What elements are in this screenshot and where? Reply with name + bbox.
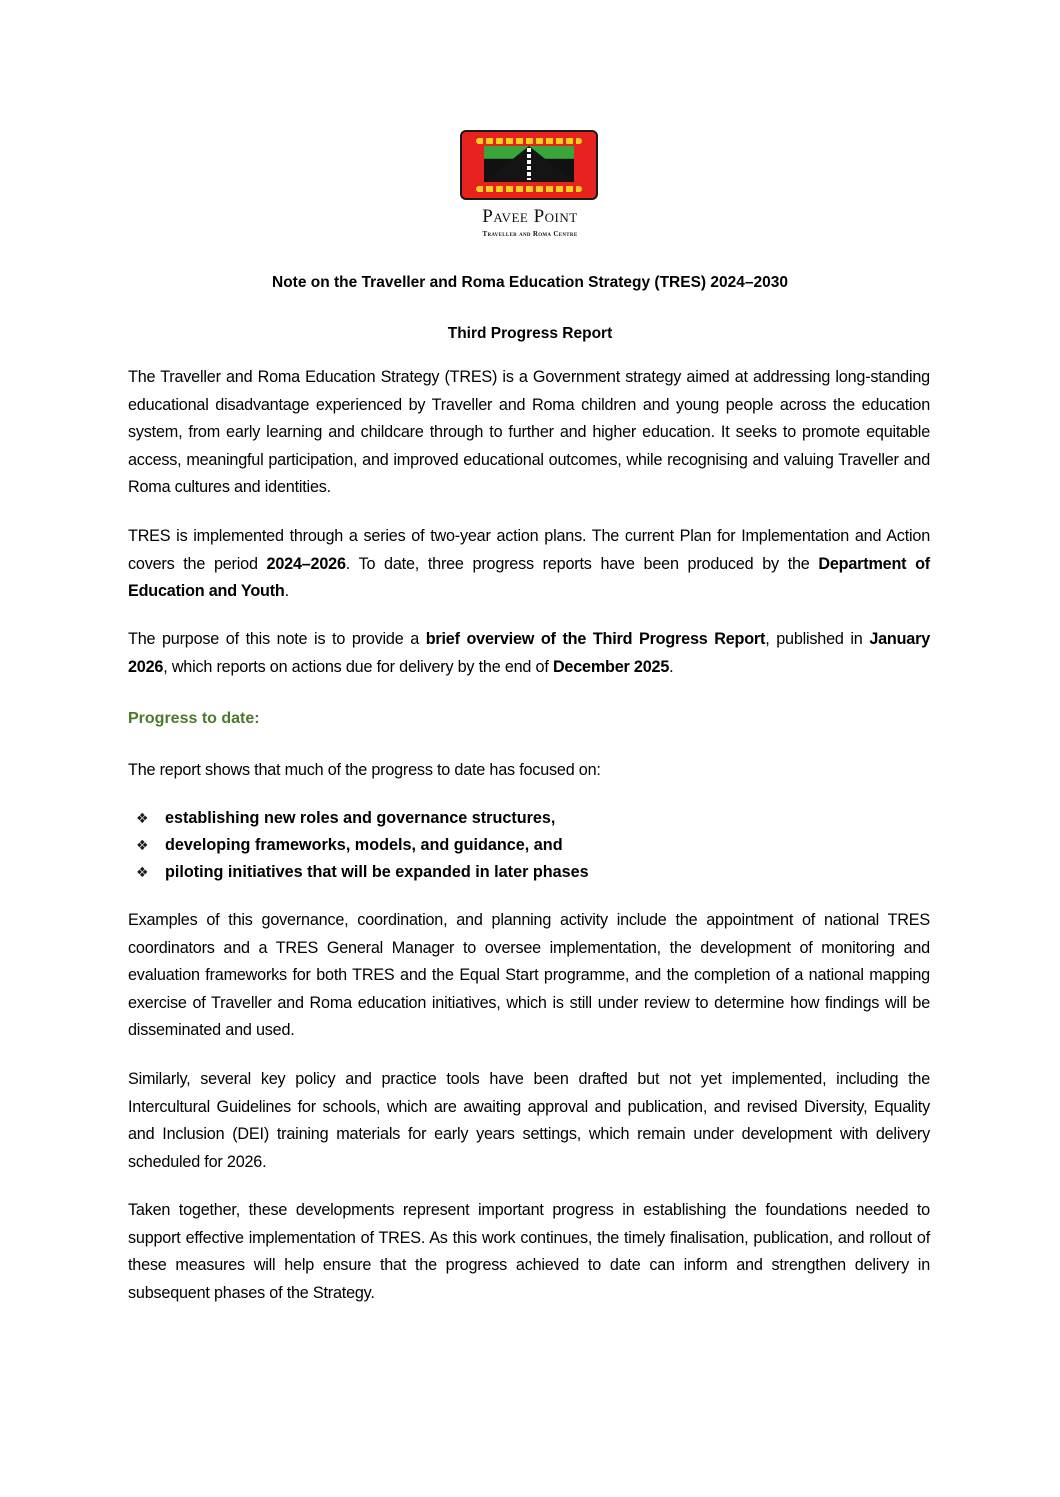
published-date: January 2026 [128, 630, 930, 676]
logo-subtitle: Traveller and Roma Centre [482, 230, 578, 238]
text-run: . [669, 657, 674, 676]
list-item [128, 859, 928, 886]
logo-scroll-decoration [476, 138, 582, 144]
text-run: , published in [765, 630, 870, 648]
list-item [128, 805, 928, 832]
list-item [128, 832, 928, 859]
purpose-paragraph [128, 626, 930, 681]
list-item-text: establishing new roles and governance structures, [165, 809, 556, 827]
text-run: The purpose of this note is to provide a [128, 630, 426, 648]
diamond-bullet-icon: ❖ [136, 837, 149, 853]
text-run: . To date, three progress reports have been produced by the [345, 554, 819, 573]
document-subtitle: Third Progress Report [447, 325, 613, 342]
logo-frame-icon [460, 130, 598, 200]
plan-period: 2024–2026 [266, 554, 346, 573]
text-run: TRES is implemented through a series of two-year action plans. The current Plan for Implementation and Action covers the period [128, 527, 930, 573]
implementation-paragraph [128, 523, 930, 606]
road-centre-line [527, 148, 531, 180]
text-run: . [284, 582, 289, 600]
logo-name: Pavee Point [482, 206, 578, 227]
diamond-bullet-icon: ❖ [136, 864, 149, 880]
list-item-text: piloting initiatives that will be expanded in later phases [165, 863, 589, 881]
intro-paragraph: The Traveller and Roma Education Strategy (TRES) is a Government strategy aimed at addressing long-standing educational disadvantage experienced by Traveller and Roma children and young people across the education system, from early learning and childcare through to further and higher education. It seeks to promote equitable access, meaningful participation, and improved educational outcomes, while recognising and valuing Traveller and Roma cultures and identities. [128, 368, 930, 496]
progress-heading: Progress to date: [128, 710, 260, 727]
progress-intro: The report shows that much of the progress to date has focused on: [128, 761, 601, 779]
document-title: Note on the Traveller and Roma Education Strategy (TRES) 2024–2030 [272, 274, 788, 291]
pavee-point-logo [455, 126, 605, 242]
similarly-paragraph: Similarly, several key policy and practice tools have been drafted but not yet implemented, including the Intercultural Guidelines for schools, which are awaiting approval and publication, and revised Diversity, Equality and Inclusion (DEI) training materials for early years settings, which remain under development with delivery scheduled for 2026. [128, 1070, 930, 1171]
text-run: , which reports on actions due for delivery by the end of [163, 657, 553, 676]
list-item-text: developing frameworks, models, and guidance, and [165, 836, 563, 854]
progress-bullet-list [128, 805, 928, 886]
road-landscape-icon [484, 146, 574, 182]
conclusion-paragraph: Taken together, these developments represent important progress in establishing the foundations needed to support effective implementation of TRES. As this work continues, the timely finalisation, publication, and rollout of these measures will help ensure that the progress achieved to date can inform and strengthen delivery in subsequent phases of the Strategy. [128, 1201, 930, 1302]
logo-scroll-decoration [476, 186, 582, 192]
purpose-emphasis: brief overview of the Third Progress Report [425, 630, 766, 648]
diamond-bullet-icon: ❖ [136, 810, 149, 826]
due-date: December 2025 [552, 657, 670, 676]
department-name: Department of Education and Youth [128, 554, 931, 600]
examples-paragraph: Examples of this governance, coordination, and planning activity include the appointment of national TRES coordinators and a TRES General Manager to oversee implementation, the development of monitoring and evaluation frameworks for both TRES and the Equal Start programme, and the completion of a national mapping exercise of Traveller and Roma education initiatives, which is still under review to determine how findings will be disseminated and used. [128, 911, 930, 1039]
